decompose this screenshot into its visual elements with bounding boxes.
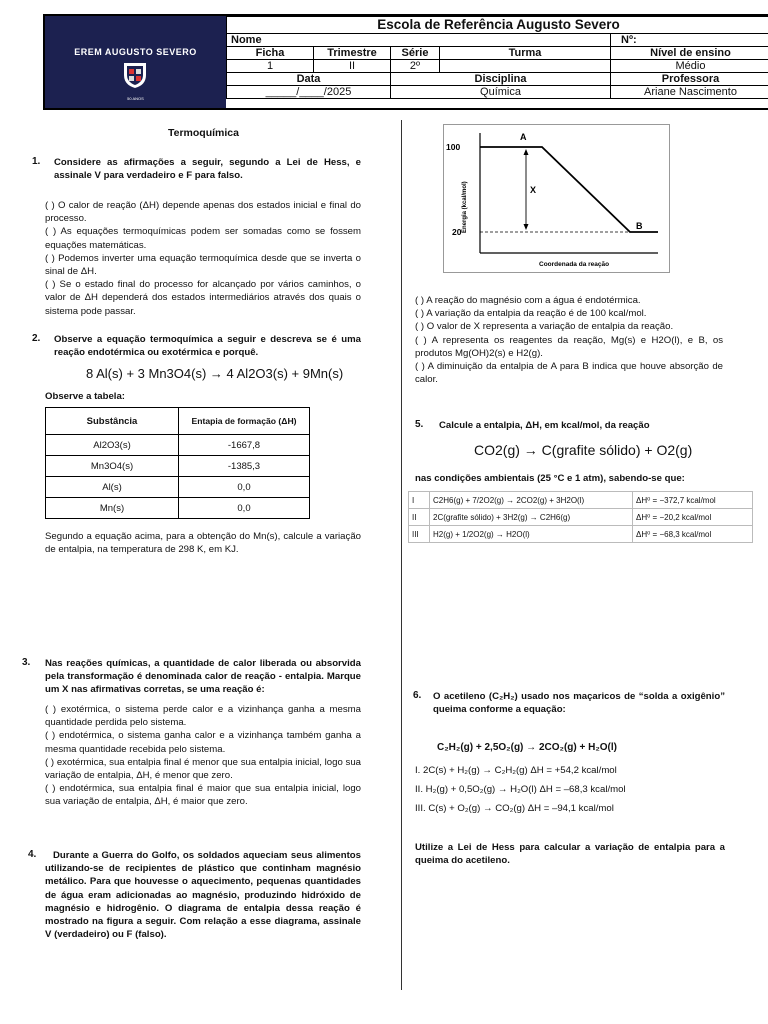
q6-equation: C₂H₂(g) + 2,5O₂(g) → 2CO₂(g) + H₂O(l)	[437, 742, 617, 753]
enthalpy-cell: -1667,8	[179, 435, 310, 456]
nome-label: Nome	[227, 34, 611, 47]
q2-statement: Observe a equação termoquímica a seguir e descreva se é uma reação endotérmica ou exotérmica e porquê.	[54, 334, 361, 359]
ficha-label: Ficha	[227, 47, 314, 60]
q2-after-text: Segundo a equação acima, para a obtenção do Mn(s), calcule a variação de entalpia, na temperatura de 298 K, em KJ.	[45, 531, 361, 556]
q6-line-3: III. C(s) + O₂(g) → CO₂(g) ΔH = –94,1 kcal/mol	[415, 803, 614, 814]
table-row	[409, 526, 753, 543]
q5-equation: CO2(g) → C(grafite sólido) + O2(g)	[474, 442, 693, 458]
professora-label: Professora	[611, 73, 768, 86]
substance-cell: Mn3O4(s)	[46, 456, 179, 477]
q5-conditions: nas condições ambientais (25 °C e 1 atm), sabendo-se que:	[415, 473, 685, 484]
q1-item-3: ( ) Podemos inverter uma equação termoquímica desde que se inverta o sinal de ΔH.	[45, 252, 361, 278]
logo-text: EREM AUGUSTO SEVERO	[74, 47, 197, 57]
q6-line-1: I. 2C(s) + H₂(g) → C₂H₂(g) ΔH = +54,2 kcal/mol	[415, 765, 617, 776]
roman-cell: III	[409, 526, 430, 543]
x-axis-label: Coordenada da reação	[539, 261, 610, 268]
q3-item-1: ( ) exotérmica, o sistema perde calor e a vizinhança ganha a mesma quantidade perdida pelo sistema.	[45, 704, 361, 729]
q3-item-3: ( ) exotérmica, sua entalpia final é menor que sua entalpia inicial, logo sua variação de entalpia, ΔH, é menor que zero.	[45, 756, 361, 782]
q1-statement: Considere as afirmações a seguir, segundo a Lei de Hess, e assinale V para verdadeiro e F para falso.	[54, 157, 361, 182]
table-row	[46, 477, 310, 498]
school-logo	[45, 16, 226, 108]
dh-cell: ΔH⁰ = −372,7 kcal/mol	[633, 492, 753, 509]
q5-number: 5.	[415, 419, 424, 430]
substance-cell: Mn(s)	[46, 498, 179, 519]
enthalpy-diagram-svg	[444, 125, 669, 272]
q1-items	[45, 199, 361, 318]
q4-item-5: ( ) A diminuição da entalpia de A para B indica que houve absorção de calor.	[415, 361, 723, 386]
q3-item-4: ( ) endotérmica, sua entalpia final é maior que sua entalpia inicial, logo sua variação de entalpia, ΔH, é maior que zero.	[45, 783, 361, 808]
tick-100: 100	[446, 142, 461, 152]
nivel-label: Nível de ensino	[611, 47, 768, 60]
reaction-table	[408, 491, 753, 543]
crest-icon	[120, 60, 150, 90]
enthalpy-diagram	[443, 124, 670, 273]
q3-statement: Nas reações químicas, a quantidade de calor liberada ou absorvida pela transformação é denominada calor de reação - entalpia. Marque um X nas afirmativas corretas, se uma reação é:	[45, 658, 361, 696]
q4-item-2: ( ) A variação da entalpia da reação é de 100 kcal/mol.	[415, 308, 647, 320]
serie-label: Série	[391, 47, 440, 60]
q1-item-2: ( ) As equações termoquímicas podem ser somadas como se fossem equações matemáticas.	[45, 226, 361, 251]
table-row	[409, 492, 753, 509]
enthalpy-path	[480, 147, 658, 232]
turma-label: Turma	[440, 47, 611, 60]
turma-value	[440, 60, 611, 73]
y-axis-label: Energia (kcal/mol)	[462, 181, 468, 233]
substance-table	[45, 407, 310, 519]
roman-cell: I	[409, 492, 430, 509]
serie-value: 2º	[391, 60, 440, 73]
trimestre-value: II	[314, 60, 391, 73]
enthalpy-header: Entapia de formação (ΔH)	[179, 408, 310, 435]
q2-number: 2.	[32, 333, 41, 344]
substance-table-wrap	[45, 407, 310, 519]
q2-table-intro: Observe a tabela:	[45, 391, 125, 402]
tick-20: 20	[452, 227, 462, 237]
roman-cell: II	[409, 509, 430, 526]
q6-lines	[415, 761, 626, 818]
substance-cell: Al2O3(s)	[46, 435, 179, 456]
trimestre-label: Trimestre	[314, 47, 391, 60]
q2-equation	[86, 366, 343, 381]
reaction-cell: 2C(grafite sólido) + 3H2(g) → C2H6(g)	[430, 509, 633, 526]
q4-item-1: ( ) A reação do magnésio com a água é endotérmica.	[415, 295, 641, 306]
q3-item-2: ( ) endotérmica, o sistema ganha calor e a vizinhança também ganha a mesma quantidade recebida pelo sistema.	[45, 730, 361, 755]
professora-value: Ariane Nascimento	[611, 86, 768, 99]
enthalpy-cell: 0,0	[179, 498, 310, 519]
q4-item-3: ( ) O valor de X representa a variação de entalpia da reação.	[415, 321, 674, 333]
nivel-value: Médio	[611, 60, 768, 73]
q1-item-4: ( ) Se o estado final do processo for alcançado por vários caminhos, o valor de ΔH dependerá dos estados intermediários através dos quais o sistema pode passar.	[45, 279, 361, 317]
substance-header: Substância	[46, 408, 179, 435]
label-b: B	[636, 221, 643, 231]
page-title: Termoquímica	[168, 127, 239, 139]
ficha-value: 1	[227, 60, 314, 73]
q4-item-4: ( ) A representa os reagentes da reação, Mg(s) e H2O(l), e B, os produtos Mg(OH)2(s) e H2(g).	[415, 334, 723, 359]
enthalpy-cell: 0,0	[179, 477, 310, 498]
enthalpy-cell: -1385,3	[179, 456, 310, 477]
dh-cell: ΔH⁰ = −68,3 kcal/mol	[633, 526, 753, 543]
q4-statement: Durante a Guerra do Golfo, os soldados aqueciam seus alimentos utilizando-se de recipientes de plástico que continham magnésio metálico. Para que houvesse o aquecimento, pequenas quantidades de água eram adicionadas ao magnésio, produzindo hidróxido de magnésio e hidrogênio. O diagrama de entalpia dessa reação é mostrado na figura a seguir. Com relação a esse diagrama, assinale V (verdadeiro) ou F (falso).	[45, 850, 361, 941]
reaction-cell: C2H6(g) + 7/2O2(g) → 2CO2(g) + 3H2O(l)	[430, 492, 633, 509]
q6-number: 6.	[413, 690, 422, 701]
q1-number: 1.	[32, 156, 41, 167]
disciplina-value: Química	[391, 86, 611, 99]
school-name: Escola de Referência Augusto Severo	[227, 17, 768, 34]
q2-equation-text: 8 Al(s) + 3 Mn3O4(s) → 4 Al2O3(s) + 9Mn(s)	[86, 366, 344, 381]
q3-number: 3.	[22, 657, 31, 668]
table-row	[409, 509, 753, 526]
numero-label: Nº:	[611, 34, 768, 47]
table-row	[46, 498, 310, 519]
data-value: _____/____/2025	[227, 86, 391, 99]
label-a: A	[520, 132, 527, 142]
column-divider	[401, 120, 402, 990]
data-label: Data	[227, 73, 391, 86]
substance-cell: Al(s)	[46, 477, 179, 498]
q4-number: 4.	[28, 849, 37, 860]
dh-cell: ΔH⁰ = −20,2 kcal/mol	[633, 509, 753, 526]
q6-closing: Utilize a Lei de Hess para calcular a variação de entalpia para a queima do acetileno.	[415, 842, 725, 867]
q1-item-1: ( ) O calor de reação (ΔH) depende apenas dos estados inicial e final do processo.	[45, 200, 361, 225]
reaction-cell: H2(g) + 1/2O2(g) → H2O(l)	[430, 526, 633, 543]
header-table	[226, 16, 768, 108]
table-row	[46, 456, 310, 477]
q4-items	[415, 294, 723, 386]
reaction-table-wrap	[408, 491, 753, 543]
table-row	[46, 435, 310, 456]
q3-items	[45, 703, 361, 809]
q6-statement: O acetileno (C₂H₂) usado nos maçaricos de “solda a oxigênio” queima conforme a equação:	[433, 691, 725, 716]
logo-sub: 50 ANOS	[127, 96, 144, 101]
disciplina-label: Disciplina	[391, 73, 611, 86]
label-x: X	[530, 185, 537, 195]
q6-line-2: II. H₂(g) + 0,5O₂(g) → H₂O(l) ΔH = –68,3 kcal/mol	[415, 784, 626, 795]
q5-statement: Calcule a entalpia, ΔH, em kcal/mol, da reação	[439, 420, 650, 431]
